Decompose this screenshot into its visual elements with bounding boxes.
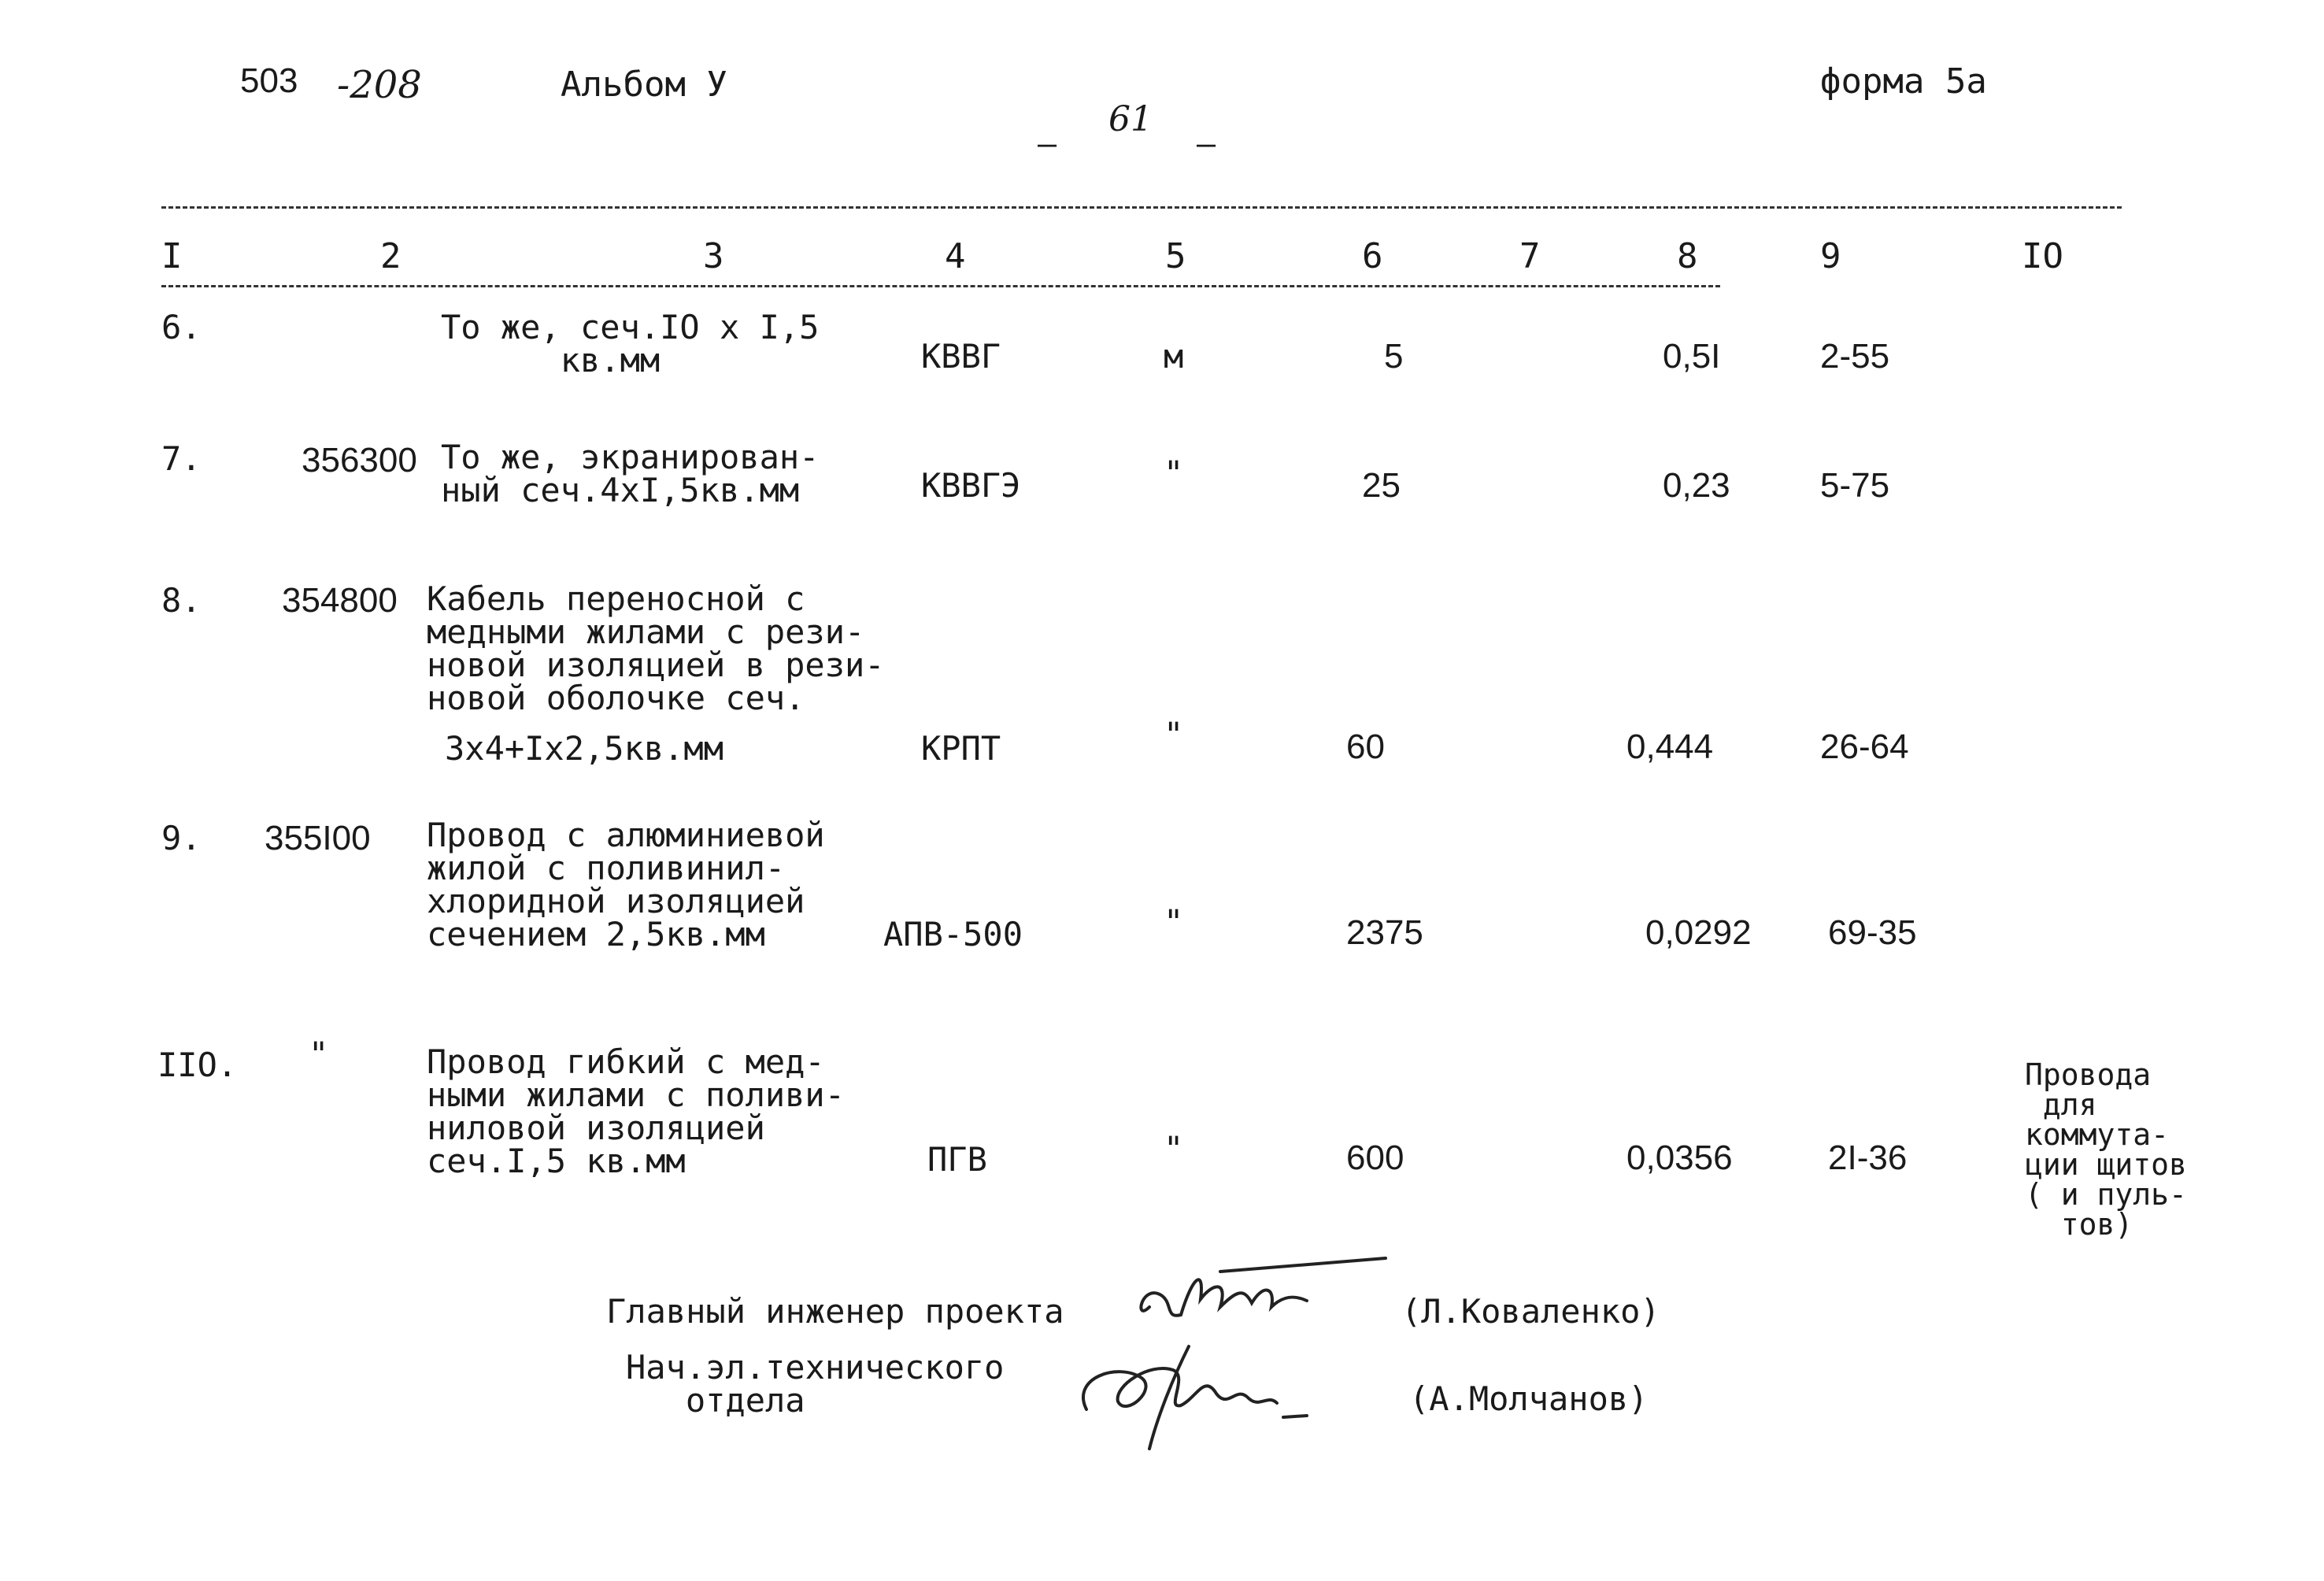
row-number: 6. — [161, 308, 202, 346]
column-number-6: 6 — [1362, 236, 1383, 276]
chief-engineer-signature — [1126, 1252, 1409, 1338]
row-description: Кабель переносной с медными жилами с рези- новой изоляцией в рези- новой оболочке сеч. — [427, 579, 885, 717]
row-mass: 0,23 — [1663, 466, 1730, 505]
column-number-8: 8 — [1677, 236, 1698, 276]
row-unit: " — [1164, 454, 1184, 492]
row-mass: 0,0292 — [1645, 913, 1752, 952]
row-type: АПВ-500 — [883, 915, 1023, 953]
chief-engineer-name: (Л.Коваленко) — [1401, 1292, 1660, 1331]
page-dash-right: – — [1197, 126, 1216, 162]
document-code: 503 — [240, 61, 298, 100]
column-number-7: 7 — [1519, 236, 1541, 276]
row-number: IIO. — [157, 1046, 238, 1084]
department-head-signature — [1071, 1331, 1338, 1457]
row-number: 8. — [161, 581, 202, 620]
row-code: 355I00 — [265, 819, 371, 857]
row-note: Провода для коммута- ции щитов ( и пуль- тов) — [2025, 1057, 2187, 1242]
row-description: Провод с алюминиевой жилой с поливинил- хлоридной изоляцией сечением 2,5кв.мм — [427, 816, 825, 953]
form-label: форма 5а — [1820, 61, 1987, 102]
column-number-10: IO — [2022, 236, 2063, 276]
row-number: 9. — [161, 819, 202, 857]
row-description: То же, сеч.IO х I,5 кв.мм — [441, 308, 820, 380]
table-top-rule — [161, 206, 2122, 209]
row-type: ПГВ — [927, 1140, 987, 1179]
row-quantity: 5 — [1384, 337, 1404, 376]
row-price: 69-35 — [1828, 913, 1917, 952]
row-price: 2-55 — [1820, 337, 1890, 376]
row-unit: м — [1164, 337, 1184, 376]
row-code: 354800 — [282, 581, 398, 620]
page-number: 61 — [1108, 99, 1153, 139]
row-code: " — [309, 1035, 329, 1073]
row-mass: 0,5I — [1663, 337, 1721, 376]
row-quantity: 60 — [1346, 728, 1385, 766]
row-description: Провод гибкий с мед- ными жилами с поливи- ниловой изоляцией сеч.I,5 кв.мм — [427, 1042, 846, 1180]
row-type: КВВГ — [921, 337, 1001, 376]
row-price: 2I-36 — [1828, 1139, 1908, 1177]
row-number: 7. — [161, 439, 202, 478]
row-quantity: 2375 — [1346, 913, 1423, 952]
page-dash-left: – — [1038, 126, 1057, 162]
column-number-5: 5 — [1165, 236, 1186, 276]
album-label: Альбом У — [561, 65, 727, 105]
row-type: КВВГЭ — [921, 466, 1021, 505]
row-type: КРПТ — [921, 729, 1001, 768]
row-price: 5-75 — [1820, 466, 1890, 505]
row-unit: " — [1164, 715, 1184, 753]
row-quantity: 600 — [1346, 1139, 1404, 1177]
column-number-3: 3 — [703, 236, 724, 276]
column-number-2: 2 — [380, 236, 402, 276]
column-number-9: 9 — [1820, 236, 1841, 276]
chief-engineer-title: Главный инженер проекта — [606, 1292, 1064, 1331]
row-mass: 0,0356 — [1626, 1139, 1733, 1177]
column-number-4: 4 — [945, 236, 966, 276]
row-description-section: 3х4+Iх2,5кв.мм — [445, 729, 724, 768]
table-header-rule — [161, 285, 1720, 287]
row-description: То же, экранирован- ный сеч.4хI,5кв.мм — [441, 438, 820, 509]
row-mass: 0,444 — [1626, 728, 1714, 766]
row-unit: " — [1164, 1129, 1184, 1168]
row-price: 26-64 — [1820, 728, 1909, 766]
column-number-1: I — [161, 236, 183, 276]
row-quantity: 25 — [1362, 466, 1401, 505]
document-suffix: -208 — [337, 63, 422, 107]
row-code: 356300 — [302, 441, 417, 479]
department-head-title: Нач.эл.технического отдела — [626, 1348, 1005, 1420]
row-unit: " — [1164, 902, 1184, 941]
department-head-name: (А.Молчанов) — [1409, 1379, 1649, 1418]
